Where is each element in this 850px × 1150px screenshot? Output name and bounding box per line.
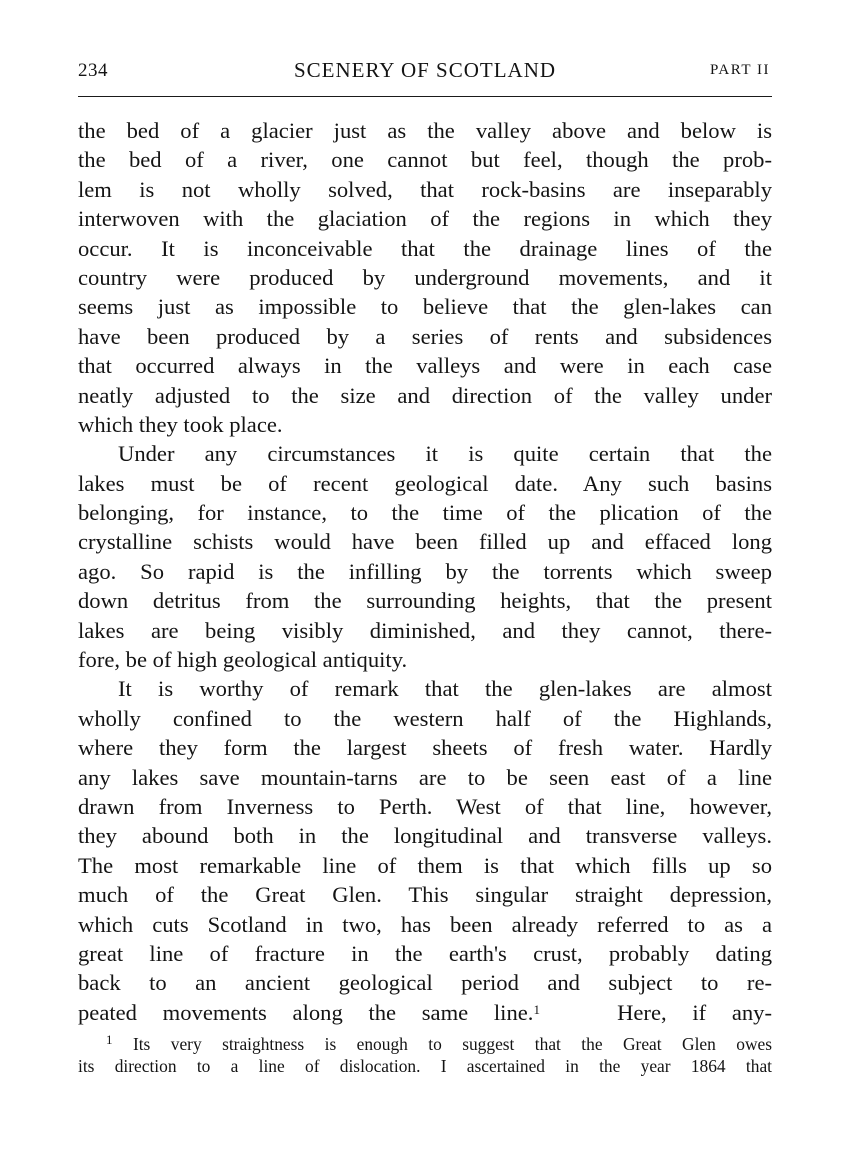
text-line: down detritus from the surrounding heights, that the present xyxy=(78,588,772,614)
footnote-marker: 1 xyxy=(106,1032,113,1048)
text-line: occur. It is inconceivable that the drainage lines of the xyxy=(78,235,772,261)
running-title: SCENERY OF SCOTLAND xyxy=(293,58,557,82)
text-line: The most remarkable line of them is that which fills up so xyxy=(78,852,772,878)
text-line: seems just as impossible to believe that the glen-lakes can xyxy=(78,294,772,320)
text-line: belonging, for instance, to the time of the plication of the xyxy=(78,500,772,526)
page xyxy=(78,58,772,1077)
footnote-reference: 1 xyxy=(533,1001,540,1017)
footnote-line: its direction to a line of dislocation. I ascertained in the year 1864 that xyxy=(78,1056,772,1077)
text-line: which cuts Scotland in two, has been already referred to as a xyxy=(78,911,772,937)
text-line: great line of fracture in the earth's crust, probably dating xyxy=(78,940,772,966)
text-line: lakes are being visibly diminished, and they cannot, there- xyxy=(78,617,772,643)
part-label: PART II xyxy=(709,62,770,78)
text-line: It is worthy of remark that the glen-lakes are almost xyxy=(118,676,772,702)
footnotes xyxy=(78,1033,772,1077)
page-number: 234 xyxy=(78,60,108,81)
text-line: where they form the largest sheets of fresh water. Hardly xyxy=(78,735,772,761)
text-line: lakes must be of recent geological date. Any such basins xyxy=(78,470,772,496)
text-line: back to an ancient geological period and subject to re- xyxy=(78,970,772,996)
text-line: fore, be of high geological antiquity. xyxy=(78,647,408,673)
text-line: they abound both in the longitudinal and transverse valleys. xyxy=(78,823,772,849)
body-text xyxy=(78,116,772,1027)
text-segment: Here, if any- xyxy=(617,999,772,1025)
text-line: any lakes save mountain-tarns are to be seen east of a line xyxy=(78,764,772,790)
text-line: country were produced by underground movements, and it xyxy=(78,264,772,290)
text-line: crystalline schists would have been filled up and effaced long xyxy=(78,529,772,555)
text-line: wholly confined to the western half of the Highlands, xyxy=(78,705,772,731)
text-segment: peated movements along the same line. xyxy=(78,999,534,1025)
running-head xyxy=(78,58,772,88)
text-line: drawn from Inverness to Perth. West of that line, however, xyxy=(78,793,772,819)
text-line: interwoven with the glaciation of the regions in which they xyxy=(78,206,772,232)
header-rule xyxy=(78,96,772,97)
text-line: lem is not wholly solved, that rock-basins are inseparably xyxy=(78,176,772,202)
text-line: much of the Great Glen. This singular straight depression, xyxy=(78,882,772,908)
footnote-line xyxy=(78,1033,772,1055)
text-line: the bed of a glacier just as the valley above and below is xyxy=(78,118,772,143)
text-line: have been produced by a series of rents and subsidences xyxy=(78,323,772,349)
footnote-text: Its very straightness is enough to suggest that the Great Glen owes xyxy=(132,1034,772,1055)
text-line: neatly adjusted to the size and direction of the valley under xyxy=(78,382,772,408)
text-line: Under any circumstances it is quite certain that the xyxy=(118,441,772,467)
text-line: the bed of a river, one cannot but feel, though the prob- xyxy=(78,147,772,173)
text-line: that occurred always in the valleys and were in each case xyxy=(78,353,772,379)
text-line: ago. So rapid is the infilling by the torrents which sweep xyxy=(78,558,772,584)
text-line-with-footnote-ref xyxy=(78,998,772,1027)
text-line: which they took place. xyxy=(78,411,283,437)
